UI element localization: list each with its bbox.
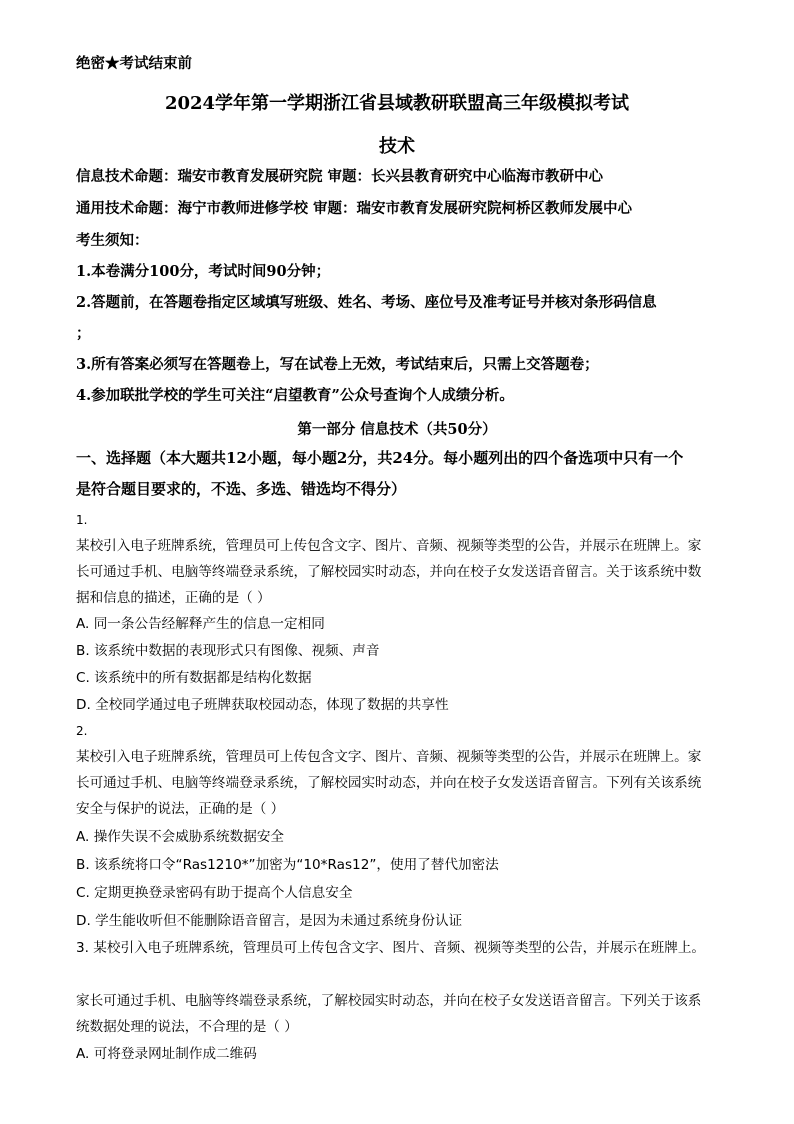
question-text: 长可通过手机、电脑等终端登录系统，了解校园实时动态，并向在校子女发送语音留言。下列有关该系统 [76, 775, 702, 791]
notice-item: 1.本卷满分100分，考试时间90分钟； [76, 263, 331, 280]
option-d: D. 学生能收听但不能删除语音留言，是因为未通过系统身份认证 [76, 913, 463, 929]
section-heading-line-2: 是符合题目要求的，不选、多选、错选均不得分） [76, 480, 407, 498]
notice-item: 4.参加联批学校的学生可关注“启望教育”公众号查询个人成绩分析。 [76, 387, 514, 404]
secret-label: 绝密★考试结束前 [76, 55, 192, 72]
part1-title: 第一部分 信息技术（共50分） [297, 421, 497, 438]
question-text: 某校引入电子班牌系统，管理员可上传包含文字、图片、音频、视频等类型的公告，并展示在班牌上。家 [76, 538, 702, 554]
option-a: A. 可将登录网址制作成二维码 [76, 1046, 257, 1062]
question-text: 家长可通过手机、电脑等终端登录系统，了解校园实时动态，并向在校子女发送语音留言。下列关于该系 [76, 993, 702, 1009]
section-heading-line-1: 一、选择题（本大题共12小题，每小题2分，共24分。每小题列出的四个备选项中只有一个 [76, 449, 684, 467]
question-number: 2. [76, 724, 88, 738]
notice-item: ； [76, 325, 91, 342]
question-text: 3. 某校引入电子班牌系统，管理员可上传包含文字、图片、音频、视频等类型的公告，并展示在班牌上。 [76, 940, 706, 956]
option-d: D. 全校同学通过电子班牌获取校园动态，体现了数据的共享性 [76, 697, 449, 713]
option-c: C. 该系统中的所有数据都是结构化数据 [76, 670, 312, 686]
option-c: C. 定期更换登录密码有助于提高个人信息安全 [76, 885, 353, 901]
option-b: B. 该系统将口令“Ras1210*”加密为“10*Ras12”，使用了替代加密法 [76, 857, 499, 873]
question-number: 1. [76, 513, 88, 527]
option-a: A. 同一条公告经解释产生的信息一定相同 [76, 616, 325, 632]
notice-item: 2.答题前，在答题卷指定区域填写班级、姓名、考场、座位号及准考证号并核对条形码信息 [76, 294, 657, 311]
option-a: A. 操作失误不会威胁系统数据安全 [76, 829, 285, 845]
question-text: 长可通过手机、电脑等终端登录系统，了解校园实时动态，并向在校子女发送语音留言。关于该系统中数 [76, 564, 702, 580]
question-text: 据和信息的描述，正确的是（ ） [76, 590, 271, 606]
info-line-2: 通用技术命题：海宁市教师进修学校 审题：瑞安市教育发展研究院柯桥区教师发展中心 [76, 200, 633, 217]
question-text: 统数据处理的说法，不合理的是（ ） [76, 1019, 298, 1035]
notice-heading: 考生须知： [76, 232, 149, 249]
option-b: B. 该系统中数据的表现形式只有图像、视频、声音 [76, 643, 380, 659]
subject-title: 技术 [379, 136, 415, 157]
question-text: 安全与保护的说法，正确的是（ ） [76, 801, 285, 817]
notice-item: 3.所有答案必须写在答题卷上，写在试卷上无效，考试结束后，只需上交答题卷； [76, 356, 599, 373]
info-line-1: 信息技术命题：瑞安市教育发展研究院 审题：长兴县教育研究中心临海市教研中心 [76, 168, 604, 185]
question-text: 某校引入电子班牌系统，管理员可上传包含文字、图片、音频、视频等类型的公告，并展示在班牌上。家 [76, 749, 702, 765]
exam-title: 2024学年第一学期浙江省县域教研联盟高三年级模拟考试 [164, 93, 630, 114]
